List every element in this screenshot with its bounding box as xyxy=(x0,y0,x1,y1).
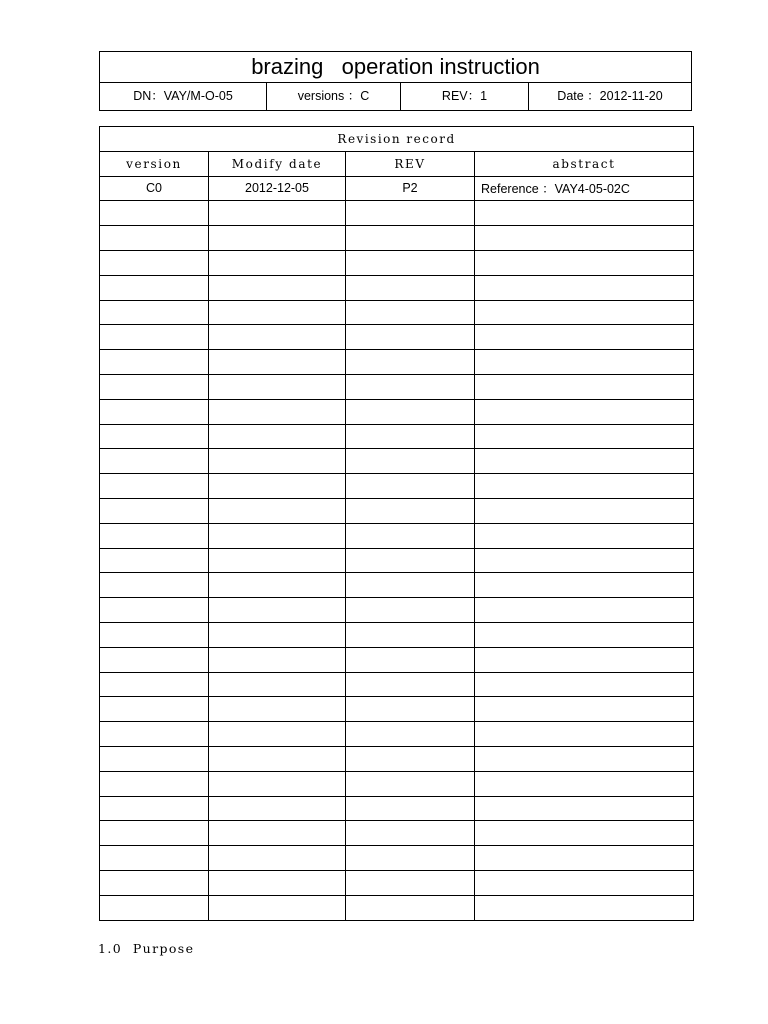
rev-cell xyxy=(346,647,475,672)
column-header-version: version xyxy=(100,151,209,176)
table-row xyxy=(100,573,694,598)
rev-cell xyxy=(346,474,475,499)
rev-cell xyxy=(346,300,475,325)
version-cell xyxy=(100,598,209,623)
modify-date-cell xyxy=(209,796,346,821)
rev-cell xyxy=(346,771,475,796)
table-row xyxy=(100,672,694,697)
table-row xyxy=(100,697,694,722)
modify-date-cell xyxy=(209,622,346,647)
modify-date-cell xyxy=(209,598,346,623)
abstract-cell xyxy=(475,300,694,325)
abstract-cell xyxy=(475,746,694,771)
table-row xyxy=(100,523,694,548)
table-row xyxy=(100,771,694,796)
modify-date-cell xyxy=(209,250,346,275)
modify-date-cell xyxy=(209,226,346,251)
version-cell xyxy=(100,771,209,796)
table-row xyxy=(100,746,694,771)
rev-cell xyxy=(346,846,475,871)
table-row xyxy=(100,722,694,747)
abstract-cell xyxy=(475,424,694,449)
modify-date-cell xyxy=(209,548,346,573)
rev-cell xyxy=(346,201,475,226)
rev-cell xyxy=(346,498,475,523)
version-cell xyxy=(100,647,209,672)
column-header-abstract: abstract xyxy=(475,151,694,176)
rev-cell xyxy=(346,548,475,573)
version-cell xyxy=(100,474,209,499)
modify-date-cell xyxy=(209,821,346,846)
abstract-cell xyxy=(475,374,694,399)
version-cell xyxy=(100,523,209,548)
version-cell xyxy=(100,895,209,920)
rev-cell xyxy=(346,821,475,846)
abstract-cell xyxy=(475,399,694,424)
version-cell xyxy=(100,250,209,275)
table-row xyxy=(100,176,694,201)
table-row xyxy=(100,548,694,573)
rev-cell xyxy=(346,870,475,895)
version-cell xyxy=(100,746,209,771)
abstract-cell xyxy=(475,548,694,573)
abstract-cell xyxy=(475,598,694,623)
table-row xyxy=(100,796,694,821)
rev-cell xyxy=(346,895,475,920)
version-cell xyxy=(100,573,209,598)
version-cell xyxy=(100,300,209,325)
abstract-cell xyxy=(475,250,694,275)
table-row xyxy=(100,647,694,672)
table-row xyxy=(100,250,694,275)
modify-date-cell xyxy=(209,895,346,920)
rev-cell xyxy=(346,622,475,647)
abstract-cell xyxy=(475,722,694,747)
modify-date-cell xyxy=(209,746,346,771)
column-header-rev: REV xyxy=(346,151,475,176)
document-number: DN：VAY/M-O-05 xyxy=(100,83,267,111)
table-row xyxy=(100,895,694,920)
abstract-cell xyxy=(475,895,694,920)
abstract-cell xyxy=(475,796,694,821)
rev-cell xyxy=(346,746,475,771)
document-date: Date ：2012-11-20 xyxy=(557,89,663,103)
abstract-cell xyxy=(475,573,694,598)
modify-date-cell xyxy=(209,399,346,424)
modify-date-cell xyxy=(209,374,346,399)
abstract-cell xyxy=(475,697,694,722)
modify-date-cell xyxy=(209,672,346,697)
rev-cell xyxy=(346,573,475,598)
modify-date-cell xyxy=(209,573,346,598)
version-cell xyxy=(100,350,209,375)
version-cell: C0 xyxy=(100,176,209,201)
rev-cell xyxy=(346,399,475,424)
table-row xyxy=(100,846,694,871)
version-cell xyxy=(100,697,209,722)
revision-record-body xyxy=(100,176,694,920)
modify-date-cell xyxy=(209,275,346,300)
abstract-cell: Reference ：VAY4-05-02C xyxy=(475,176,694,201)
abstract-cell xyxy=(475,523,694,548)
version-cell xyxy=(100,399,209,424)
abstract-cell xyxy=(475,498,694,523)
rev-cell xyxy=(346,672,475,697)
table-row xyxy=(100,275,694,300)
modify-date-cell xyxy=(209,449,346,474)
modify-date-cell xyxy=(209,846,346,871)
modify-date-cell xyxy=(209,498,346,523)
modify-date-cell xyxy=(209,771,346,796)
abstract-cell xyxy=(475,201,694,226)
modify-date-cell xyxy=(209,523,346,548)
modify-date-cell xyxy=(209,350,346,375)
table-row xyxy=(100,870,694,895)
rev-cell xyxy=(346,424,475,449)
version-cell xyxy=(100,275,209,300)
table-row xyxy=(100,622,694,647)
modify-date-cell xyxy=(209,424,346,449)
rev-cell xyxy=(346,598,475,623)
table-row xyxy=(100,821,694,846)
version-cell xyxy=(100,821,209,846)
section-heading-purpose: 1.0 Purpose xyxy=(98,941,195,956)
abstract-cell xyxy=(475,846,694,871)
rev-cell xyxy=(346,250,475,275)
rev-cell xyxy=(346,796,475,821)
abstract-cell xyxy=(475,449,694,474)
rev-cell xyxy=(346,374,475,399)
table-row xyxy=(100,325,694,350)
version-cell xyxy=(100,796,209,821)
abstract-cell xyxy=(475,325,694,350)
version-cell xyxy=(100,201,209,226)
abstract-cell xyxy=(475,771,694,796)
table-row xyxy=(100,374,694,399)
rev-cell xyxy=(346,722,475,747)
rev-cell: P2 xyxy=(346,176,475,201)
table-row xyxy=(100,598,694,623)
table-row xyxy=(100,300,694,325)
version-cell xyxy=(100,498,209,523)
abstract-cell xyxy=(475,821,694,846)
rev-cell xyxy=(346,350,475,375)
revision-column-header-row xyxy=(100,151,694,176)
modify-date-cell xyxy=(209,300,346,325)
rev-cell xyxy=(346,275,475,300)
document-rev: REV：1 xyxy=(401,83,529,111)
table-row xyxy=(100,424,694,449)
document-title: brazing operation instruction xyxy=(100,52,691,83)
revision-record-table xyxy=(99,126,694,921)
table-row xyxy=(100,350,694,375)
rev-cell xyxy=(346,523,475,548)
modify-date-cell: 2012-12-05 xyxy=(209,176,346,201)
version-cell xyxy=(100,622,209,647)
abstract-cell xyxy=(475,622,694,647)
version-cell xyxy=(100,548,209,573)
abstract-cell xyxy=(475,870,694,895)
version-cell xyxy=(100,325,209,350)
column-header-modify-date: Modify date xyxy=(209,151,346,176)
table-row xyxy=(100,201,694,226)
version-cell xyxy=(100,226,209,251)
version-cell xyxy=(100,846,209,871)
modify-date-cell xyxy=(209,201,346,226)
modify-date-cell xyxy=(209,697,346,722)
modify-date-cell xyxy=(209,474,346,499)
abstract-cell xyxy=(475,226,694,251)
table-row xyxy=(100,474,694,499)
abstract-cell xyxy=(475,275,694,300)
revision-caption-row xyxy=(100,127,694,152)
version-cell xyxy=(100,870,209,895)
abstract-cell xyxy=(475,647,694,672)
rev-cell xyxy=(346,325,475,350)
abstract-cell xyxy=(475,672,694,697)
abstract-cell xyxy=(475,474,694,499)
rev-cell xyxy=(346,697,475,722)
abstract-cell xyxy=(475,350,694,375)
version-cell xyxy=(100,449,209,474)
revision-record-caption: Revision record xyxy=(100,127,694,152)
version-cell xyxy=(100,374,209,399)
version-cell xyxy=(100,722,209,747)
version-cell xyxy=(100,424,209,449)
modify-date-cell xyxy=(209,870,346,895)
table-row xyxy=(100,449,694,474)
modify-date-cell xyxy=(209,722,346,747)
modify-date-cell xyxy=(209,325,346,350)
version-cell xyxy=(100,672,209,697)
modify-date-cell xyxy=(209,647,346,672)
document-header xyxy=(99,51,692,111)
document-versions: versions ：C xyxy=(267,83,401,111)
table-row xyxy=(100,399,694,424)
rev-cell xyxy=(346,226,475,251)
document-meta-row xyxy=(100,83,691,111)
rev-cell xyxy=(346,449,475,474)
table-row xyxy=(100,498,694,523)
table-row xyxy=(100,226,694,251)
